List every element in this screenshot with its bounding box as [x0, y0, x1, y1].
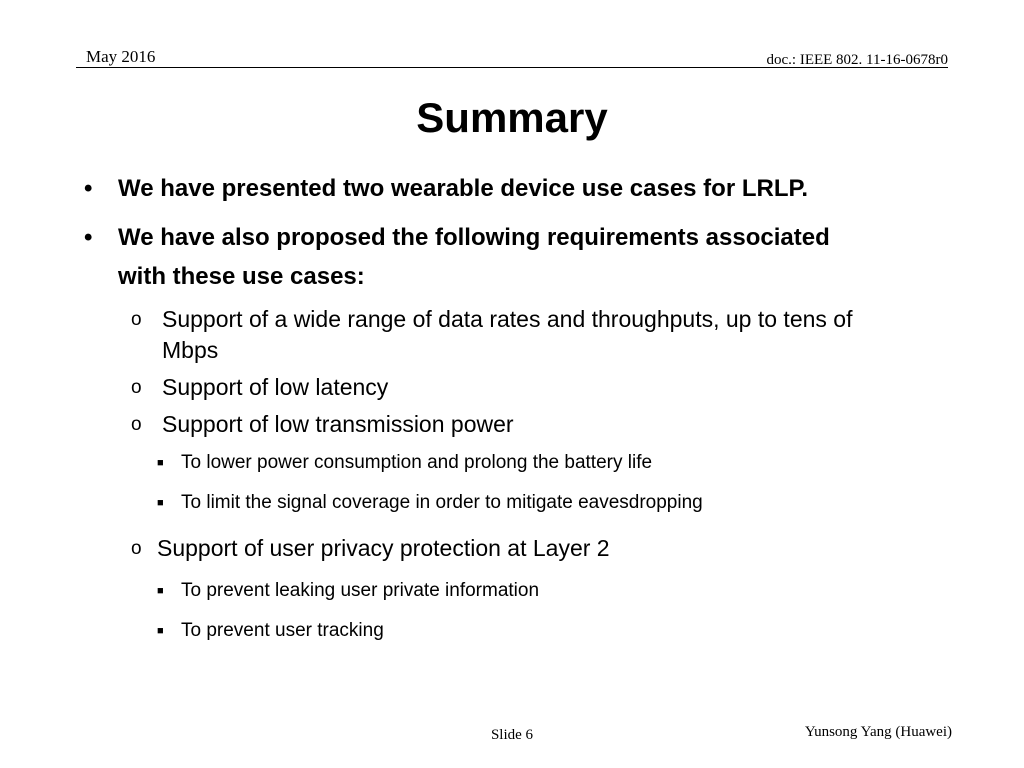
- header-doc-id: doc.: IEEE 802. 11-16-0678r0: [766, 52, 948, 68]
- slide-number: Slide 6: [490, 727, 534, 743]
- requirement-item: [0, 409, 1024, 440]
- detail-item: [0, 578, 1024, 604]
- detail-item: [0, 450, 1024, 476]
- footer-author: Yunsong Yang (Huawei): [804, 724, 952, 740]
- detail-text: To limit the signal coverage in order to mitigate eavesdropping: [181, 492, 703, 513]
- requirement-item: [0, 533, 1024, 564]
- bullet-text: We have also proposed the following requirements associated: [118, 224, 830, 251]
- slide-title: Summary: [416, 94, 608, 141]
- bullet-continuation: [0, 258, 1024, 296]
- requirement-item: [0, 372, 1024, 403]
- detail-text: To prevent leaking user private information: [181, 580, 540, 601]
- requirement-text: Mbps: [162, 337, 219, 363]
- bullet-marker: •: [84, 224, 93, 251]
- requirement-text: Support of a wide range of data rates and throughputs, up to tens of: [162, 306, 853, 332]
- detail-item: [0, 490, 1024, 516]
- bullet-text: with these use cases:: [118, 263, 365, 290]
- sub-bullet-marker: o: [131, 309, 142, 330]
- sub-bullet-marker: o: [131, 414, 142, 435]
- square-bullet-icon: ■: [157, 585, 164, 597]
- square-bullet-icon: ■: [157, 457, 164, 469]
- requirement-text: Support of low transmission power: [162, 411, 514, 437]
- bullet-marker: •: [84, 175, 93, 202]
- sub-bullet-marker: o: [131, 538, 142, 559]
- bullet-item: [0, 170, 1024, 208]
- header-divider: [76, 67, 948, 68]
- sub-bullet-marker: o: [131, 377, 142, 398]
- requirement-text: Support of user privacy protection at Layer 2: [157, 535, 610, 561]
- bullet-item: [0, 219, 1024, 257]
- requirement-continuation: [0, 335, 1024, 366]
- square-bullet-icon: ■: [157, 497, 164, 509]
- detail-text: To lower power consumption and prolong the battery life: [181, 452, 653, 473]
- requirement-item: [0, 304, 1024, 335]
- bullet-text: We have presented two wearable device use cases for LRLP.: [118, 175, 809, 202]
- detail-item: [0, 618, 1024, 644]
- header-date: May 2016: [86, 47, 156, 66]
- detail-text: To prevent user tracking: [181, 620, 384, 641]
- square-bullet-icon: ■: [157, 625, 164, 637]
- requirement-text: Support of low latency: [162, 374, 389, 400]
